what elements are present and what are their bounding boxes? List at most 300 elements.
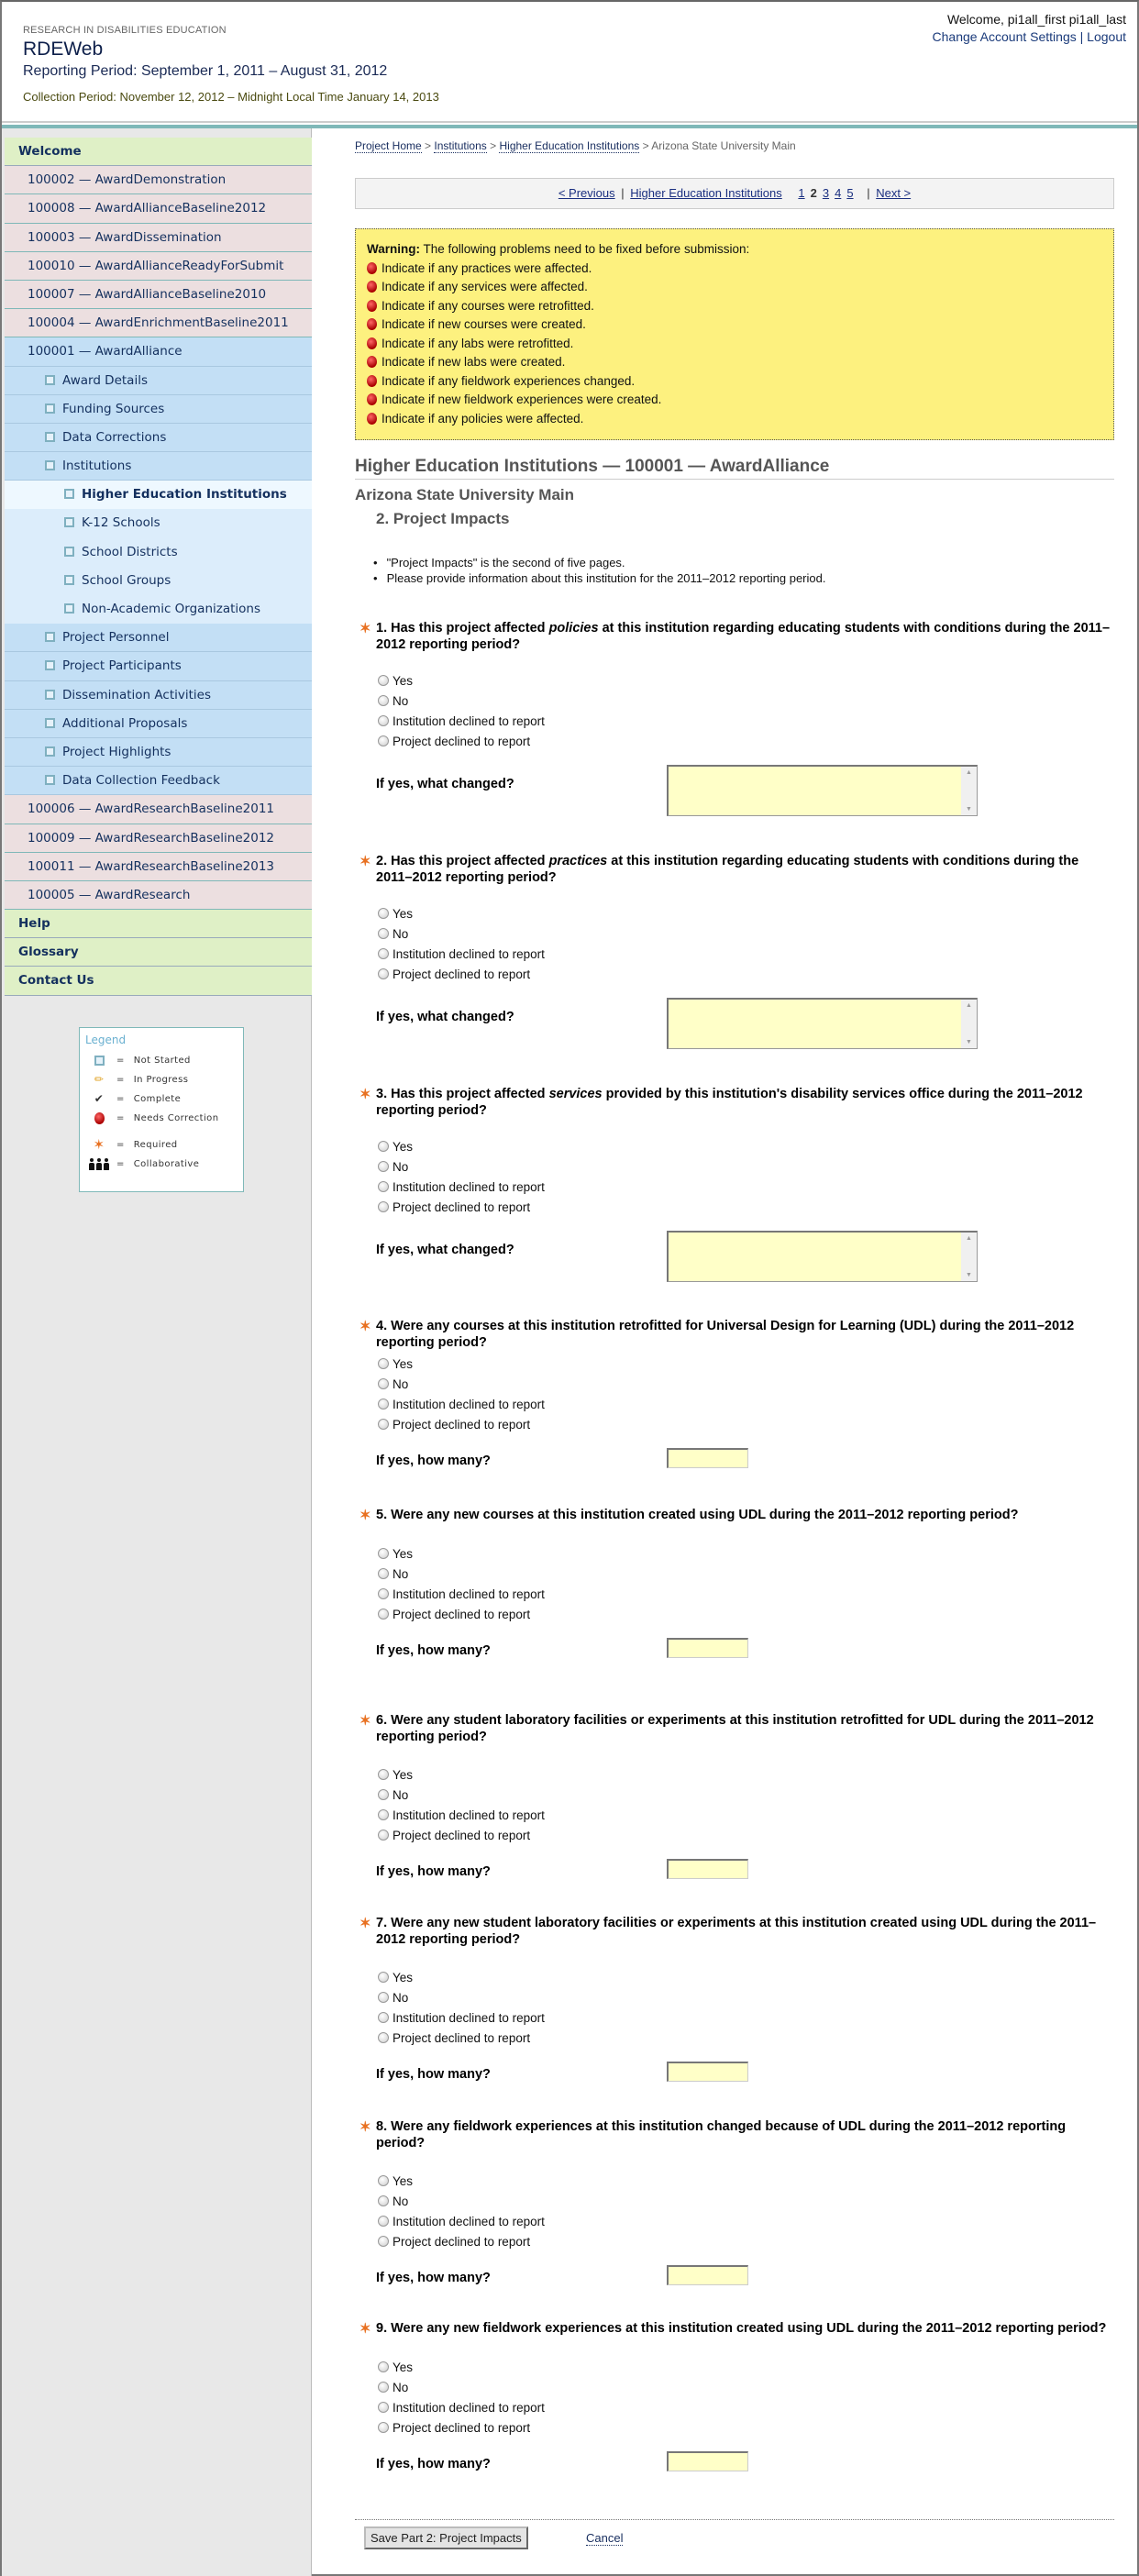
radio-label: Yes bbox=[393, 2174, 414, 2188]
reporting-period: Reporting Period: September 1, 2011 – August 31, 2012 bbox=[23, 63, 388, 79]
radio-label: No bbox=[393, 1377, 409, 1391]
radio-label: Project declined to report bbox=[393, 1829, 531, 1842]
radio-yes[interactable] bbox=[378, 1968, 1114, 1988]
what-changed-textarea[interactable] bbox=[667, 1231, 978, 1282]
radio-button[interactable] bbox=[378, 1141, 389, 1152]
answer-options bbox=[355, 904, 1114, 985]
section-title: 2. Project Impacts bbox=[376, 510, 510, 527]
header-divider bbox=[2, 121, 1137, 128]
warning-item-text: Indicate if any services were affected. bbox=[382, 280, 588, 293]
radio-institution-declined-to-report[interactable] bbox=[378, 1806, 1114, 1826]
sidebar-item-100003-awarddissemination[interactable] bbox=[5, 224, 312, 252]
legend-rows bbox=[85, 1051, 238, 1174]
radio-button[interactable] bbox=[378, 928, 389, 939]
breadcrumb-current: Arizona State University Main bbox=[651, 139, 796, 152]
sidebar-item-label: Higher Education Institutions bbox=[82, 487, 287, 503]
previous-link[interactable]: < Previous bbox=[558, 186, 615, 200]
radio-label: Project declined to report bbox=[393, 1607, 531, 1621]
sidebar-item-100005-awardresearch[interactable] bbox=[5, 881, 312, 910]
radio-yes[interactable] bbox=[378, 1765, 1114, 1786]
sidebar-item-label: Dissemination Activities bbox=[62, 687, 211, 702]
not-started-icon bbox=[64, 603, 74, 614]
radio-button[interactable] bbox=[378, 695, 389, 706]
legend-item bbox=[85, 1070, 238, 1089]
sidebar-item-project-personnel[interactable] bbox=[5, 624, 312, 652]
sidebar-item-data-collection-feedback[interactable] bbox=[5, 767, 312, 795]
radio-button[interactable] bbox=[378, 2175, 389, 2186]
separator: | bbox=[1079, 29, 1084, 44]
warning-item-text: Indicate if new courses were created. bbox=[382, 317, 586, 331]
not-started-icon bbox=[45, 375, 55, 385]
followup-row bbox=[355, 998, 1114, 1053]
radio-label: Project declined to report bbox=[393, 2235, 531, 2249]
page-numbers bbox=[795, 186, 856, 200]
cancel-link[interactable]: Cancel bbox=[586, 2531, 624, 2545]
sidebar-item-100011-awardresearchbaseline2013[interactable] bbox=[5, 853, 312, 881]
sidebar-item-100007-awardalliancebaseline2010[interactable] bbox=[5, 281, 312, 309]
legend-title: Legend bbox=[85, 1034, 127, 1046]
sidebar-item-project-highlights[interactable] bbox=[5, 738, 312, 767]
radio-label: Project declined to report bbox=[393, 967, 531, 981]
sidebar-item-school-groups[interactable] bbox=[5, 567, 312, 595]
radio-button[interactable] bbox=[378, 1419, 389, 1430]
save-button[interactable]: Save Part 2: Project Impacts bbox=[364, 2526, 528, 2549]
radio-button[interactable] bbox=[378, 2382, 389, 2393]
sidebar-item-100009-awardresearchbaseline2012[interactable] bbox=[5, 824, 312, 853]
sidebar-item-label: Project Personnel bbox=[62, 630, 170, 646]
radio-button[interactable] bbox=[378, 2236, 389, 2247]
question-2 bbox=[355, 854, 1114, 1053]
footer-divider bbox=[355, 2519, 1114, 2520]
followup-row bbox=[355, 1231, 1114, 1286]
answer-options bbox=[355, 1765, 1114, 1846]
radio-label: No bbox=[393, 1788, 409, 1802]
question-emphasis: practices bbox=[548, 854, 608, 868]
page-link-1[interactable]: 1 bbox=[798, 186, 805, 200]
error-icon bbox=[367, 413, 377, 425]
sidebar-item-contact-us[interactable] bbox=[5, 967, 312, 995]
sidebar-item-label: Data Corrections bbox=[62, 429, 167, 445]
sidebar-item-institutions[interactable] bbox=[5, 452, 312, 481]
sidebar-item-funding-sources[interactable] bbox=[5, 395, 312, 424]
legend-equals: = bbox=[116, 1075, 125, 1085]
radio-button[interactable] bbox=[378, 1358, 389, 1369]
radio-button[interactable] bbox=[378, 1181, 389, 1192]
question-text-part: 6. Were any student laboratory facilities or experiments at this institution retrofitted for UDL during the 2011–2012 reporting period? bbox=[376, 1713, 1094, 1744]
warning-item bbox=[367, 353, 1102, 372]
not-started-icon bbox=[64, 547, 74, 557]
legend-label: Collaborative bbox=[133, 1159, 200, 1169]
sidebar-item-welcome[interactable] bbox=[5, 138, 312, 166]
radio-institution-declined-to-report[interactable] bbox=[378, 2212, 1114, 2232]
legend-equals: = bbox=[116, 1056, 125, 1066]
radio-button[interactable] bbox=[378, 2216, 389, 2227]
radio-project-declined-to-report[interactable] bbox=[378, 2029, 1114, 2049]
radio-label: Institution declined to report bbox=[393, 1398, 545, 1411]
radio-button[interactable] bbox=[378, 2032, 389, 2043]
checkmark-icon: ✔ bbox=[94, 1092, 105, 1105]
radio-project-declined-to-report[interactable] bbox=[378, 732, 1114, 752]
radio-button[interactable] bbox=[378, 675, 389, 686]
radio-no[interactable] bbox=[378, 1375, 1114, 1395]
radio-yes[interactable] bbox=[378, 2172, 1114, 2192]
collaborative-people-icon bbox=[85, 1158, 113, 1170]
radio-button[interactable] bbox=[378, 1992, 389, 2003]
sidebar-item-school-districts[interactable] bbox=[5, 538, 312, 567]
followup-row bbox=[355, 1859, 1114, 1896]
sidebar-item-label: Award Details bbox=[62, 372, 148, 388]
sidebar-item-glossary[interactable] bbox=[5, 938, 312, 967]
radio-project-declined-to-report[interactable] bbox=[378, 1198, 1114, 1218]
warning-item bbox=[367, 372, 1102, 392]
legend-label: Not Started bbox=[133, 1056, 191, 1066]
page-link-3[interactable]: 3 bbox=[822, 186, 830, 200]
breadcrumb-separator: > bbox=[425, 139, 432, 152]
page-link-4[interactable]: 4 bbox=[835, 186, 842, 200]
page-link-5[interactable]: 5 bbox=[846, 186, 854, 200]
question-7 bbox=[355, 1916, 1114, 2098]
how-many-input[interactable] bbox=[667, 2451, 748, 2471]
warning-item-text: Indicate if new fieldwork experiences were created. bbox=[382, 392, 662, 406]
radio-button[interactable] bbox=[378, 2195, 389, 2206]
question-text-part: at this institution regarding educating students with conditions during the 2011–2012 reporting period? bbox=[376, 621, 1111, 652]
sidebar-item-100006-awardresearchbaseline2011[interactable] bbox=[5, 795, 312, 824]
not-started-icon bbox=[85, 1056, 113, 1066]
followup-label: If yes, what changed? bbox=[376, 1010, 514, 1024]
sidebar-item-label: 100011 — AwardResearchBaseline2013 bbox=[28, 858, 275, 874]
sidebar-item-label: 100006 — AwardResearchBaseline2011 bbox=[28, 802, 275, 817]
question-6 bbox=[355, 1713, 1114, 1896]
legend-label: Required bbox=[133, 1140, 178, 1150]
followup-label: If yes, what changed? bbox=[376, 777, 514, 791]
change-account-settings-link[interactable]: Change Account Settings bbox=[932, 29, 1077, 44]
warning-label: Warning: bbox=[367, 242, 420, 256]
legend-equals: = bbox=[116, 1113, 125, 1123]
account-links bbox=[933, 29, 1126, 45]
radio-label: Institution declined to report bbox=[393, 1808, 545, 1822]
legend bbox=[79, 1027, 244, 1192]
warning-item-text: Indicate if any courses were retrofitted. bbox=[382, 298, 594, 313]
radio-label: No bbox=[393, 927, 409, 941]
radio-no[interactable] bbox=[378, 1564, 1114, 1585]
required-star-icon: ✶ bbox=[359, 1916, 371, 1931]
legend-item bbox=[85, 1051, 238, 1070]
warning-list bbox=[367, 260, 1102, 429]
question-1 bbox=[355, 621, 1114, 820]
legend-label: Needs Correction bbox=[133, 1113, 219, 1123]
breadcrumb-institutions[interactable]: Institutions bbox=[434, 139, 487, 152]
not-started-icon bbox=[45, 660, 55, 670]
scroll-up-arrow-icon[interactable]: ▲ bbox=[966, 1002, 972, 1009]
radio-button[interactable] bbox=[378, 1378, 389, 1389]
radio-button[interactable] bbox=[378, 1609, 389, 1620]
sidebar-item-help[interactable] bbox=[5, 910, 312, 938]
radio-institution-declined-to-report[interactable] bbox=[378, 1177, 1114, 1198]
question-text-part: 4. Were any courses at this institution retrofitted for Universal Design for Learning (UDL) during the 2011–2012 reporting period? bbox=[376, 1319, 1075, 1350]
radio-yes[interactable] bbox=[378, 2358, 1114, 2378]
radio-button[interactable] bbox=[378, 1769, 389, 1780]
radio-button[interactable] bbox=[378, 1588, 389, 1599]
how-many-input[interactable] bbox=[667, 1448, 748, 1468]
question-text-part: 1. Has this project affected bbox=[376, 621, 549, 636]
question-emphasis: policies bbox=[548, 621, 599, 636]
radio-button[interactable] bbox=[378, 1548, 389, 1559]
radio-project-declined-to-report[interactable] bbox=[378, 1605, 1114, 1625]
question-text-part: 7. Were any new student laboratory facilities or experiments at this institution created using UDL during the 2011–2012 reporting period? bbox=[376, 1916, 1097, 1947]
radio-button[interactable] bbox=[378, 735, 389, 746]
radio-label: Project declined to report bbox=[393, 2420, 531, 2435]
sidebar-item-label: 100002 — AwardDemonstration bbox=[28, 172, 227, 188]
sidebar-item-higher-education-institutions[interactable] bbox=[5, 481, 312, 509]
radio-label: Yes bbox=[393, 1140, 414, 1154]
followup-row bbox=[355, 2451, 1114, 2488]
radio-label: Institution declined to report bbox=[393, 1180, 545, 1194]
radio-institution-declined-to-report[interactable] bbox=[378, 1395, 1114, 1415]
followup-label: If yes, how many? bbox=[376, 1642, 491, 1658]
answer-options bbox=[355, 2358, 1114, 2438]
pager bbox=[355, 178, 1114, 209]
sidebar-item-label: K-12 Schools bbox=[82, 515, 160, 531]
radio-button[interactable] bbox=[378, 1568, 389, 1579]
sidebar-item-100010-awardalliancereadyforsubmit[interactable] bbox=[5, 252, 312, 281]
error-icon bbox=[367, 262, 377, 274]
intro-item: • Please provide information about this institution for the 2011–2012 reporting period. bbox=[373, 570, 825, 586]
what-changed-textarea[interactable] bbox=[667, 998, 978, 1049]
warning-item-text: Indicate if any fieldwork experiences changed. bbox=[382, 373, 636, 388]
radio-label: No bbox=[393, 2380, 409, 2394]
legend-equals: = bbox=[116, 1159, 125, 1169]
radio-button[interactable] bbox=[378, 2012, 389, 2023]
next-link[interactable]: Next > bbox=[876, 186, 912, 200]
radio-no[interactable] bbox=[378, 2378, 1114, 2398]
question-text bbox=[355, 1916, 1114, 1948]
radio-button[interactable] bbox=[378, 1399, 389, 1410]
how-many-input[interactable] bbox=[667, 1638, 748, 1658]
legend-item bbox=[85, 1109, 238, 1128]
sidebar-item-dissemination-activities[interactable] bbox=[5, 681, 312, 710]
sidebar-item-label: Welcome bbox=[18, 144, 82, 159]
radio-project-declined-to-report[interactable] bbox=[378, 2232, 1114, 2252]
sidebar-item-100004-awardenrichmentbaseline2011[interactable] bbox=[5, 309, 312, 337]
radio-button[interactable] bbox=[378, 1809, 389, 1820]
error-icon bbox=[367, 393, 377, 405]
answer-options bbox=[355, 671, 1114, 752]
radio-label: Yes bbox=[393, 1357, 414, 1371]
warning-item-text: Indicate if any practices were affected. bbox=[382, 260, 592, 275]
sidebar-item-label: Additional Proposals bbox=[62, 715, 188, 731]
sidebar-item-data-corrections[interactable] bbox=[5, 424, 312, 452]
radio-no[interactable] bbox=[378, 1157, 1114, 1177]
question-text-part: at this institution regarding educating students with conditions during the 2011–2012 reporting period? bbox=[376, 854, 1079, 885]
question-text bbox=[355, 621, 1114, 653]
warning-item-text: Indicate if new labs were created. bbox=[382, 355, 566, 369]
followup-row bbox=[355, 1638, 1114, 1675]
sidebar-item-label: 100004 — AwardEnrichmentBaseline2011 bbox=[28, 315, 289, 331]
radio-label: Institution declined to report bbox=[393, 2400, 545, 2415]
radio-label: Institution declined to report bbox=[393, 947, 545, 961]
radio-project-declined-to-report[interactable] bbox=[378, 2418, 1114, 2438]
followup-row bbox=[355, 2062, 1114, 2098]
radio-button[interactable] bbox=[378, 968, 389, 979]
scroll-down-arrow-icon[interactable]: ▼ bbox=[966, 806, 972, 813]
radio-no[interactable] bbox=[378, 691, 1114, 712]
scroll-up-arrow-icon[interactable]: ▲ bbox=[966, 769, 972, 776]
question-text-part: 2. Has this project affected bbox=[376, 854, 549, 868]
legend-label: Complete bbox=[133, 1094, 182, 1104]
logout-link[interactable]: Logout bbox=[1087, 29, 1126, 44]
radio-project-declined-to-report[interactable] bbox=[378, 965, 1114, 985]
breadcrumb-project-home[interactable]: Project Home bbox=[355, 139, 422, 152]
warning-item-text: Indicate if any labs were retrofitted. bbox=[382, 336, 574, 350]
radio-yes[interactable] bbox=[378, 1137, 1114, 1157]
radio-label: Institution declined to report bbox=[393, 2215, 545, 2228]
textarea-scrollbar[interactable] bbox=[961, 1000, 977, 1048]
warning-item bbox=[367, 335, 1102, 354]
legend-item bbox=[85, 1089, 238, 1109]
how-many-input[interactable] bbox=[667, 2062, 748, 2082]
welcome-text: Welcome, pi1all_first pi1all_last bbox=[946, 12, 1126, 27]
not-started-icon bbox=[45, 432, 55, 442]
sidebar-item-label: Glossary bbox=[18, 945, 79, 960]
warning-item bbox=[367, 260, 1102, 279]
radio-button[interactable] bbox=[378, 1789, 389, 1800]
radio-label: No bbox=[393, 1566, 409, 1581]
question-text bbox=[355, 854, 1114, 886]
legend-item bbox=[85, 1135, 238, 1155]
radio-no[interactable] bbox=[378, 1988, 1114, 2008]
scroll-down-arrow-icon[interactable]: ▼ bbox=[966, 1272, 972, 1278]
not-started-icon bbox=[45, 632, 55, 642]
question-text bbox=[355, 2119, 1114, 2151]
radio-button[interactable] bbox=[378, 1972, 389, 1983]
radio-institution-declined-to-report[interactable] bbox=[378, 2008, 1114, 2029]
radio-label: Project declined to report bbox=[393, 1200, 531, 1214]
pager-separator: | bbox=[867, 186, 870, 200]
radio-button[interactable] bbox=[378, 715, 389, 726]
sidebar-item-additional-proposals[interactable] bbox=[5, 710, 312, 738]
followup-row bbox=[355, 765, 1114, 820]
followup-row bbox=[355, 2265, 1114, 2302]
radio-button[interactable] bbox=[378, 2361, 389, 2372]
sidebar-item-label: Institutions bbox=[62, 459, 132, 474]
needs-correction-icon bbox=[85, 1112, 113, 1124]
sidebar-item-k-12-schools[interactable] bbox=[5, 509, 312, 537]
required-star-icon: ✶ bbox=[359, 854, 371, 869]
sidebar-item-award-details[interactable] bbox=[5, 367, 312, 395]
radio-button[interactable] bbox=[378, 1201, 389, 1212]
radio-institution-declined-to-report[interactable] bbox=[378, 2398, 1114, 2418]
sidebar-item-project-participants[interactable] bbox=[5, 652, 312, 680]
legend-item bbox=[85, 1155, 238, 1174]
how-many-input[interactable] bbox=[667, 1859, 748, 1879]
radio-label: No bbox=[393, 1160, 409, 1174]
radio-yes[interactable] bbox=[378, 1544, 1114, 1564]
sidebar-item-100008-awardalliancebaseline2012[interactable] bbox=[5, 194, 312, 223]
sidebar-item-100001-awardalliance[interactable] bbox=[5, 337, 312, 366]
not-started-icon bbox=[45, 746, 55, 757]
not-started-icon bbox=[45, 404, 55, 414]
radio-button[interactable] bbox=[378, 2402, 389, 2413]
radio-no[interactable] bbox=[378, 924, 1114, 945]
legend-equals: = bbox=[116, 1140, 125, 1150]
legend-equals: = bbox=[116, 1094, 125, 1104]
followup-label: If yes, how many? bbox=[376, 2067, 491, 2082]
warning-box bbox=[355, 228, 1114, 440]
radio-button[interactable] bbox=[378, 1830, 389, 1841]
error-icon bbox=[367, 375, 377, 387]
textarea-scrollbar[interactable] bbox=[961, 1233, 977, 1281]
radio-button[interactable] bbox=[378, 908, 389, 919]
sidebar-item-label: 100001 — AwardAlliance bbox=[28, 344, 182, 359]
answer-options bbox=[355, 2172, 1114, 2252]
sidebar bbox=[2, 128, 312, 2576]
textarea-scrollbar[interactable] bbox=[961, 767, 977, 815]
radio-institution-declined-to-report[interactable] bbox=[378, 712, 1114, 732]
what-changed-textarea[interactable] bbox=[667, 765, 978, 816]
radio-yes[interactable] bbox=[378, 1354, 1114, 1375]
sidebar-item-label: Help bbox=[18, 916, 50, 932]
question-text bbox=[355, 2321, 1114, 2338]
sidebar-item-label: 100003 — AwardDissemination bbox=[28, 229, 222, 245]
scroll-down-arrow-icon[interactable]: ▼ bbox=[966, 1039, 972, 1045]
intro-item: • "Project Impacts" is the second of five pages. bbox=[373, 555, 825, 570]
radio-button[interactable] bbox=[378, 1161, 389, 1172]
radio-button[interactable] bbox=[378, 2422, 389, 2433]
radio-yes[interactable] bbox=[378, 671, 1114, 691]
followup-label: If yes, how many? bbox=[376, 1864, 491, 1879]
radio-label: Yes bbox=[393, 2360, 414, 2374]
not-started-icon bbox=[45, 460, 55, 470]
radio-project-declined-to-report[interactable] bbox=[378, 1826, 1114, 1846]
radio-no[interactable] bbox=[378, 2192, 1114, 2212]
breadcrumb-higher-ed[interactable]: Higher Education Institutions bbox=[499, 139, 640, 152]
radio-project-declined-to-report[interactable] bbox=[378, 1415, 1114, 1435]
app-title: RDEWeb bbox=[23, 39, 104, 60]
sidebar-item-label: 100008 — AwardAllianceBaseline2012 bbox=[28, 201, 267, 216]
followup-row bbox=[355, 1448, 1114, 1485]
radio-label: No bbox=[393, 1991, 409, 2005]
radio-institution-declined-to-report[interactable] bbox=[378, 945, 1114, 965]
sidebar-item-100002-awarddemonstration[interactable] bbox=[5, 166, 312, 194]
radio-label: Institution declined to report bbox=[393, 1587, 545, 1601]
radio-label: Yes bbox=[393, 674, 414, 688]
section-link[interactable]: Higher Education Institutions bbox=[630, 186, 782, 200]
not-started-icon bbox=[45, 690, 55, 700]
question-9 bbox=[355, 2321, 1114, 2488]
how-many-input[interactable] bbox=[667, 2265, 748, 2285]
radio-label: No bbox=[393, 2195, 409, 2208]
pencil-icon: ✏ bbox=[94, 1073, 105, 1086]
radio-yes[interactable] bbox=[378, 904, 1114, 924]
radio-no[interactable] bbox=[378, 1786, 1114, 1806]
followup-label: If yes, how many? bbox=[376, 2456, 491, 2471]
sidebar-item-label: Project Highlights bbox=[62, 744, 171, 759]
scroll-up-arrow-icon[interactable]: ▲ bbox=[966, 1235, 972, 1242]
radio-label: Yes bbox=[393, 1546, 414, 1561]
site-header bbox=[2, 2, 1137, 125]
answer-options bbox=[355, 1137, 1114, 1218]
page-title: Higher Education Institutions — 100001 — AwardAlliance bbox=[355, 457, 1114, 480]
question-text bbox=[355, 1319, 1114, 1351]
radio-button[interactable] bbox=[378, 948, 389, 959]
sidebar-item-non-academic-organizations[interactable] bbox=[5, 595, 312, 624]
breadcrumb-separator: > bbox=[490, 139, 497, 152]
sidebar-item-label: Contact Us bbox=[18, 973, 94, 989]
question-text-part: 3. Has this project affected bbox=[376, 1087, 549, 1101]
warning-item bbox=[367, 315, 1102, 335]
radio-institution-declined-to-report[interactable] bbox=[378, 1585, 1114, 1605]
answer-options bbox=[355, 1544, 1114, 1625]
